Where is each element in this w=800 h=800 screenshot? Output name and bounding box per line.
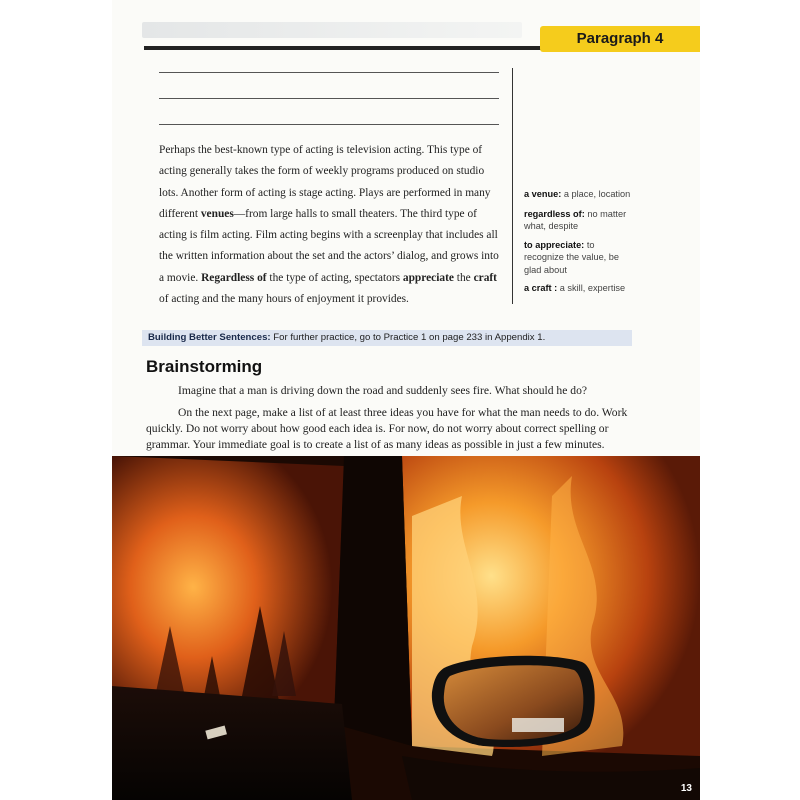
vocab-appreciate: appreciate — [402, 271, 454, 284]
practice-note — [142, 330, 632, 346]
bleed-through-shadow — [142, 22, 522, 38]
vocab-craft: craft — [473, 271, 497, 284]
glossary-definition: to recognize the value, be glad about — [524, 239, 620, 275]
paragraph-text: the — [453, 271, 474, 284]
fire-illustration — [112, 456, 700, 800]
glossary — [524, 188, 636, 301]
textbook-page — [112, 0, 700, 800]
paragraph-tab: Paragraph 4 — [540, 26, 700, 52]
section-heading: Brainstorming — [146, 357, 263, 376]
reading-paragraph — [159, 140, 505, 310]
glossary-definition: a place, location — [563, 189, 631, 199]
paragraph-text: —from large halls to small theaters. The third type of acting is film acting. Film acting begins with a screenplay that includes all the written information about the set and the actors’ dialog, and grows into a movie. — [159, 207, 499, 284]
forest-fire-photo — [112, 456, 700, 800]
writing-line-3 — [159, 124, 499, 125]
paragraph-text: the type of acting, spectators — [266, 271, 403, 284]
glossary-term: a venue: — [524, 189, 562, 199]
brainstorming-prompt: Imagine that a man is driving down the road and suddenly sees fire. What should he do? — [178, 384, 588, 397]
paragraph-text: Perhaps the best-known type of acting is television acting. This type of acting generally takes the form of weekly programs produced on studio lots. Another form of acting is stage acting. Plays are performed in many different — [159, 144, 491, 220]
paragraph-text: of acting and the many hours of enjoyment it provides. — [159, 293, 409, 306]
header-rule — [144, 46, 554, 50]
brainstorming-instructions: On the next page, make a list of at least three ideas you have for what the man needs to do. Work quickly. Do not worry about how good each idea is. For now, do not worry about correct spelling or grammar. Your immediate goal is to create a list of as many ideas as possible in just a few minutes. — [146, 406, 628, 451]
glossary-divider — [512, 68, 513, 304]
glossary-term: regardless of: — [524, 208, 585, 219]
glossary-term: to appreciate: — [524, 239, 585, 250]
glossary-item — [524, 282, 636, 295]
writing-line-1 — [159, 72, 499, 73]
glossary-item — [524, 188, 636, 201]
glossary-definition: no matter what, despite — [524, 208, 627, 231]
vocab-regardless-of: Regardless of — [201, 271, 267, 284]
practice-note-text: For further practice, go to Practice 1 on page 233 in Appendix 1. — [273, 332, 546, 343]
glossary-definition: a skill, expertise — [559, 283, 626, 293]
page-number: 13 — [680, 783, 692, 794]
practice-note-label: Building Better Sentences: — [148, 332, 271, 343]
vocab-venues: venues — [200, 207, 234, 220]
writing-line-2 — [159, 98, 499, 99]
glossary-term: a craft : — [524, 283, 558, 293]
glossary-item — [524, 208, 636, 233]
glossary-item — [524, 239, 636, 277]
